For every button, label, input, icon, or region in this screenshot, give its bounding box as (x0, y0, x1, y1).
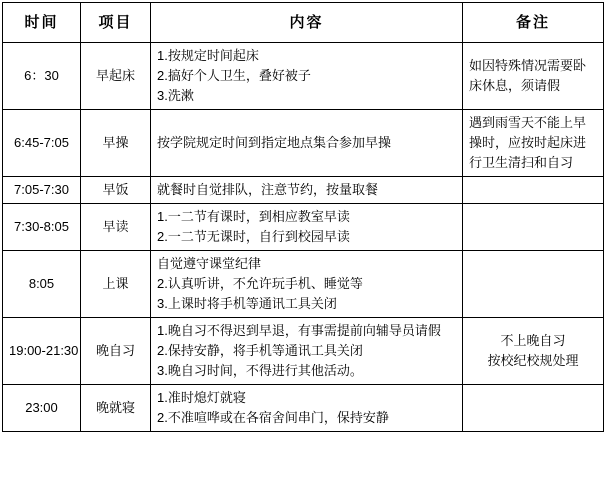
cell-time: 19:00-21:30 (3, 318, 81, 385)
remark-empty (469, 190, 597, 191)
schedule-sheet (0, 2, 605, 483)
content-line: 2.一二节无课时，自行到校园早读 (157, 229, 350, 244)
remark-line: 按校纪校规处理 (487, 353, 579, 368)
remark-empty (469, 284, 597, 285)
cell-content (151, 251, 463, 318)
table-row (3, 204, 604, 251)
cell-item: 早起床 (81, 43, 151, 110)
cell-time: 23:00 (3, 385, 81, 432)
table-row (3, 251, 604, 318)
daily-schedule-table (2, 2, 604, 432)
remark-line: 遇到雨雪天不能上早 (469, 115, 587, 130)
cell-content (151, 177, 463, 204)
cell-time: 8:05 (3, 251, 81, 318)
cell-remark (463, 43, 604, 110)
content-line: 2.认真听讲，不允许玩手机、睡觉等 (157, 276, 363, 291)
content-line: 2.不准喧哗或在各宿舍间串门，保持安静 (157, 410, 389, 425)
content-line: 3.上课时将手机等通讯工具关闭 (157, 296, 337, 311)
content-line: 1.晚自习不得迟到早退，有事需提前向辅导员请假 (157, 323, 441, 338)
cell-time: 6：30 (3, 43, 81, 110)
remark-empty (469, 227, 597, 228)
cell-content (151, 318, 463, 385)
cell-item: 晚自习 (81, 318, 151, 385)
cell-content (151, 43, 463, 110)
remark-line: 操时，应按时起床进 (469, 135, 587, 150)
content-line: 2.搞好个人卫生，叠好被子 (157, 68, 311, 83)
cell-time: 7:05-7:30 (3, 177, 81, 204)
cell-item: 早读 (81, 204, 151, 251)
content-line: 1.准时熄灯就寝 (157, 390, 246, 405)
cell-item: 晚就寝 (81, 385, 151, 432)
content-line: 1.一二节有课时，到相应教室早读 (157, 209, 350, 224)
content-line: 就餐时自觉排队，注意节约，按量取餐 (157, 182, 379, 197)
content-line: 3.晚自习时间，不得进行其他活动。 (157, 363, 363, 378)
cell-content (151, 204, 463, 251)
table-row (3, 110, 604, 177)
cell-time: 6:45-7:05 (3, 110, 81, 177)
table-row (3, 177, 604, 204)
content-line: 按学院规定时间到指定地点集合参加早操 (157, 135, 392, 150)
column-header-time: 时间 (3, 3, 81, 43)
remark-line: 床休息，须请假 (469, 78, 561, 93)
content-line: 自觉遵守课堂纪律 (157, 256, 262, 271)
cell-remark (463, 204, 604, 251)
cell-time: 7:30-8:05 (3, 204, 81, 251)
column-header-remark: 备注 (463, 3, 604, 43)
cell-remark (463, 251, 604, 318)
table-row (3, 318, 604, 385)
cell-content (151, 385, 463, 432)
column-header-item: 项目 (81, 3, 151, 43)
remark-empty (469, 408, 597, 409)
cell-item: 早操 (81, 110, 151, 177)
content-line: 3.洗漱 (157, 88, 194, 103)
cell-item: 早饭 (81, 177, 151, 204)
table-row (3, 43, 604, 110)
content-line: 1.按规定时间起床 (157, 48, 259, 63)
cell-item: 上课 (81, 251, 151, 318)
remark-line: 行卫生清扫和自习 (469, 155, 574, 170)
remark-line: 不上晚自习 (500, 333, 566, 348)
content-line: 2.保持安静，将手机等通讯工具关闭 (157, 343, 363, 358)
cell-remark (463, 385, 604, 432)
cell-remark (463, 110, 604, 177)
table-body (3, 43, 604, 432)
remark-line: 如因特殊情况需要卧 (469, 58, 587, 73)
table-header (3, 3, 604, 43)
column-header-content: 内容 (151, 3, 463, 43)
table-row (3, 385, 604, 432)
cell-content (151, 110, 463, 177)
table-header-row (3, 3, 604, 43)
cell-remark (463, 318, 604, 385)
cell-remark (463, 177, 604, 204)
